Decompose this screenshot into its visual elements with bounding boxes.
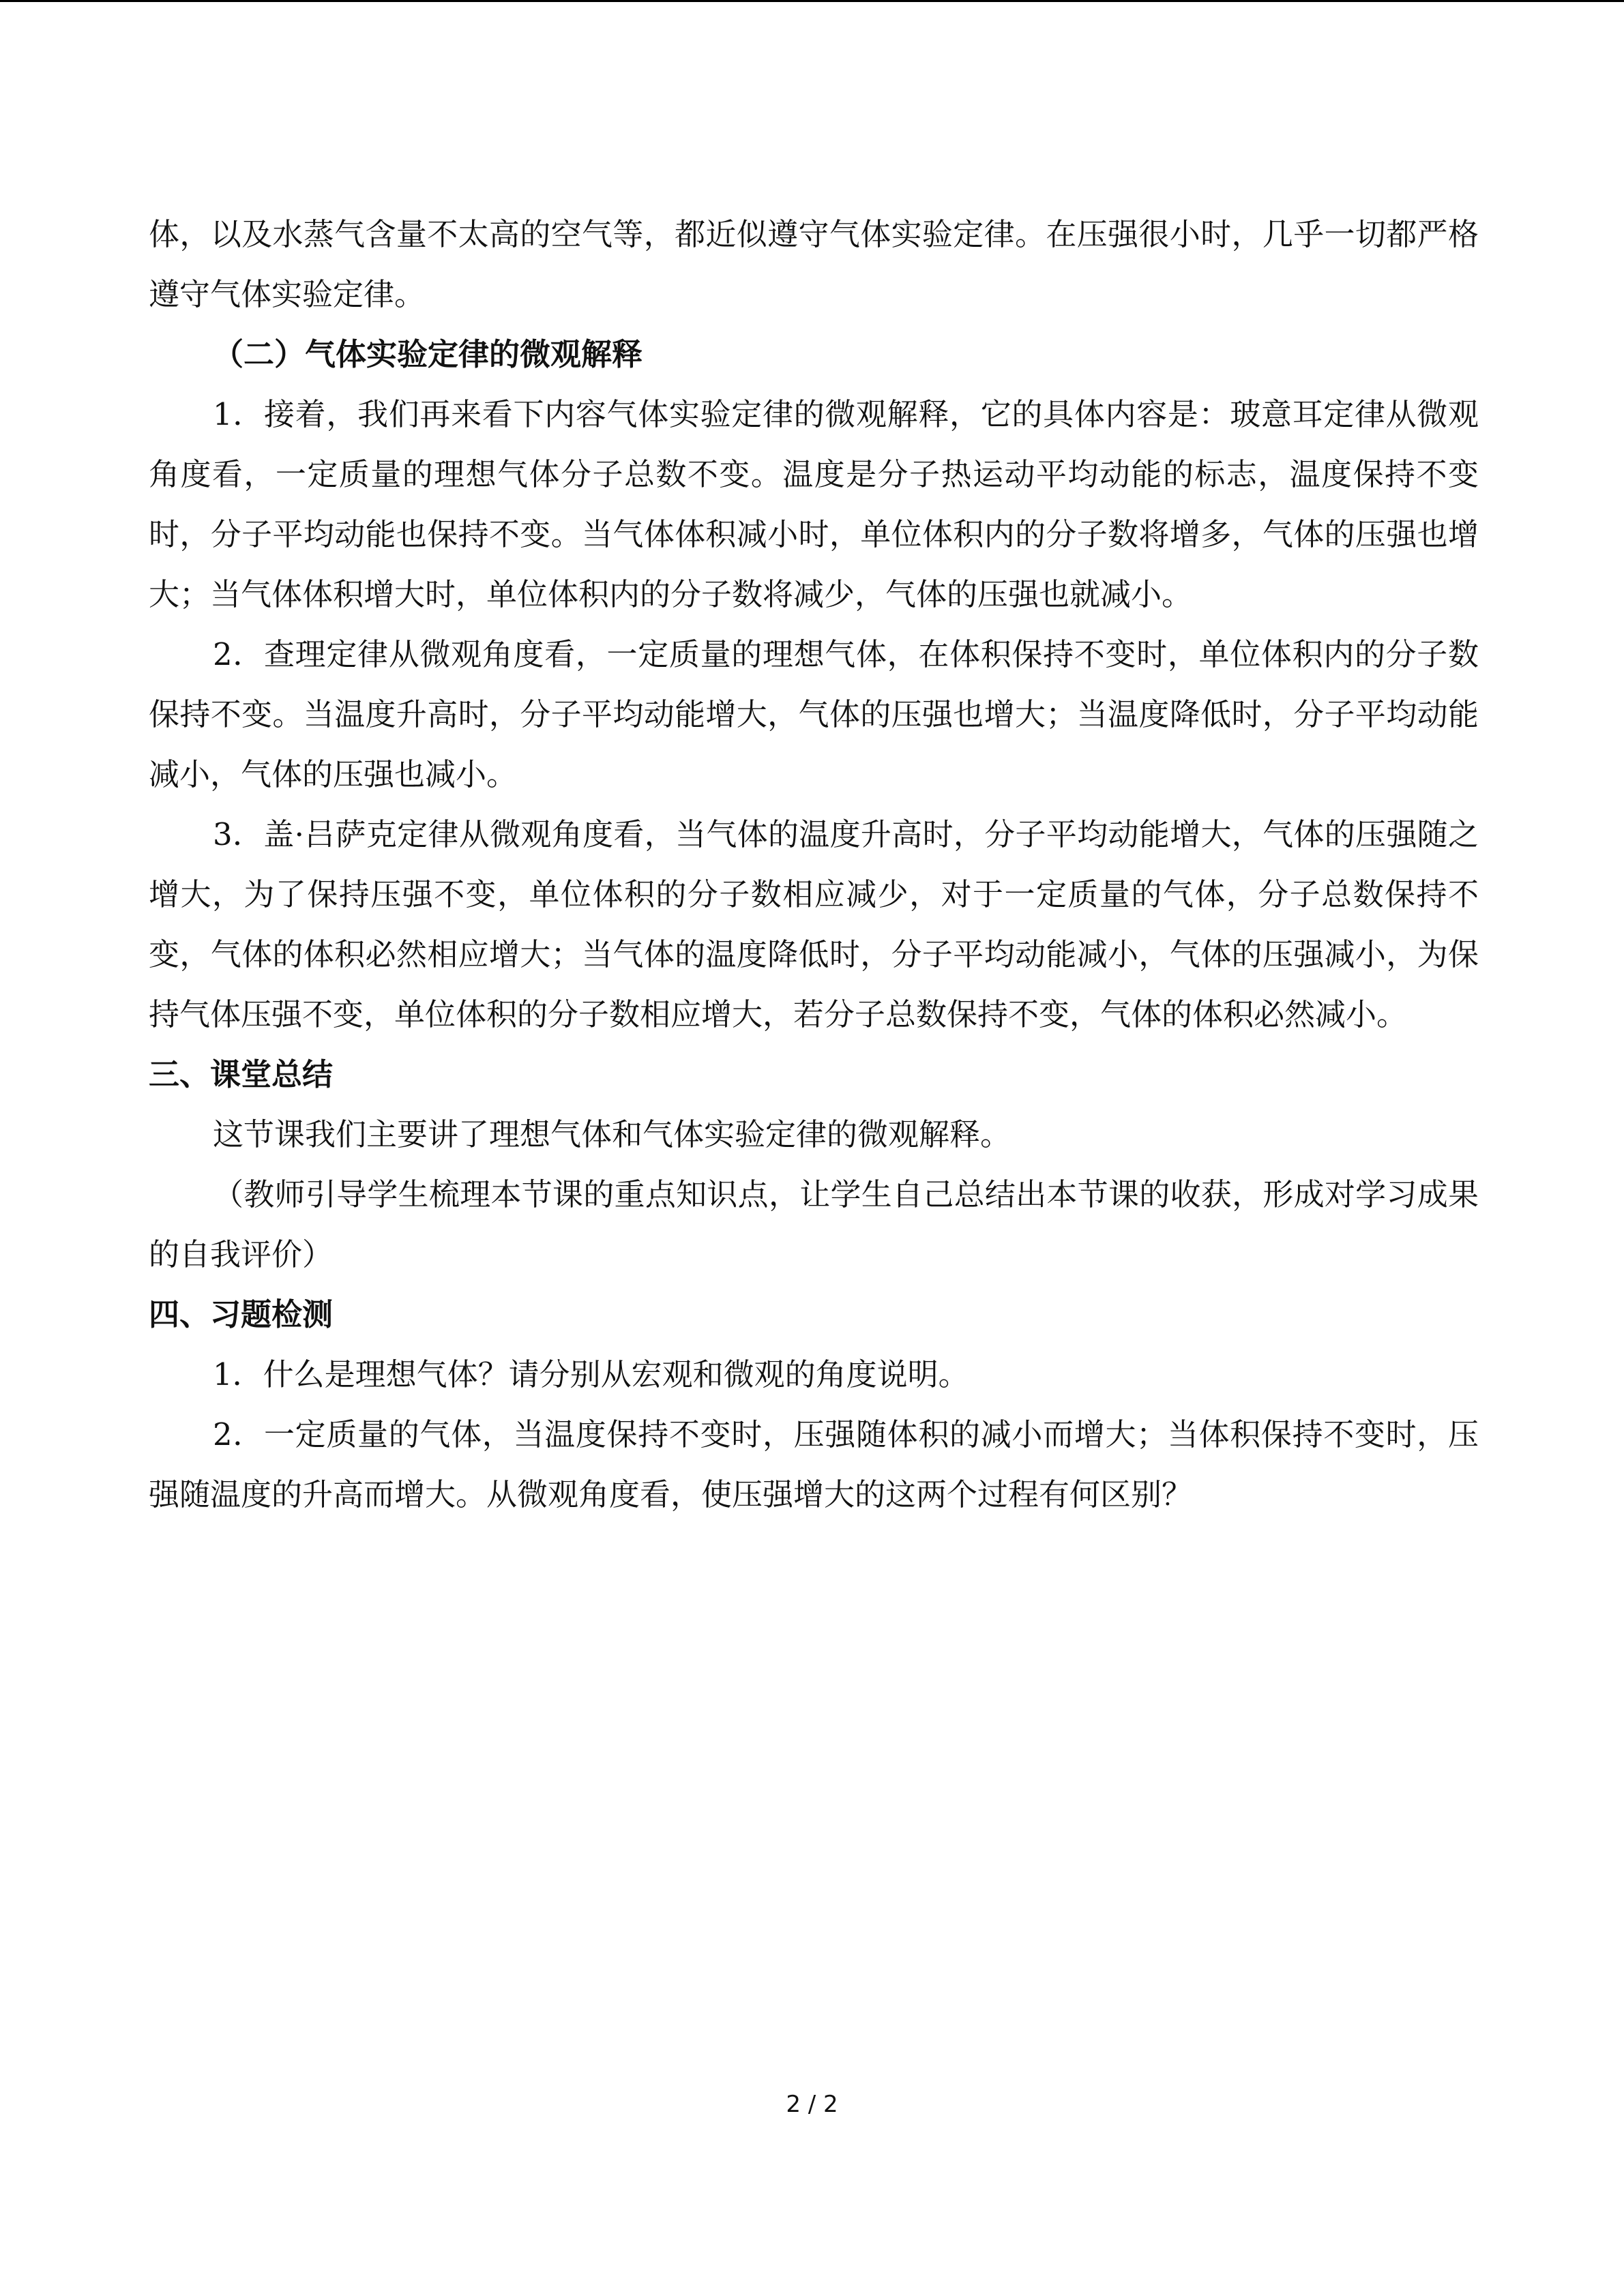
exercise-item: 2．一定质量的气体，当温度保持不变时，压强随体积的减小而增大；当体积保持不变时，压强随温度的升高而增大。从微观角度看，使压强增大的这两个过程有何区别？	[149, 1416, 1479, 1512]
gay-lussac-law-paragraph: 3．盖·吕萨克定律从微观角度看，当气体的温度升高时，分子平均动能增大，气体的压强随之增大，为了保持压强不变，单位体积的分子数相应减少，对于一定质量的气体，分子总数保持不变，气体的体积必然相应增大；当气体的温度降低时，分子平均动能减小，气体的压强减小，为保持气体压强不变，单位体积的分子数相应增大，若分子总数保持不变，气体的体积必然减小。	[149, 816, 1479, 1032]
summary-paragraph: 这节课我们主要讲了理想气体和气体实验定律的微观解释。	[213, 1116, 1012, 1152]
summary-teacher-note: （教师引导学生梳理本节课的重点知识点，让学生自己总结出本节课的收获，形成对学习成果的自我评价）	[149, 1176, 1479, 1272]
top-border-line	[0, 0, 1624, 2]
charles-law-paragraph: 2．查理定律从微观角度看，一定质量的理想气体，在体积保持不变时，单位体积内的分子数保持不变。当温度升高时，分子平均动能增大，气体的压强也增大；当温度降低时，分子平均动能减小，气体的压强也减小。	[149, 636, 1479, 792]
section-heading-exercises: 四、习题检测	[149, 1296, 334, 1332]
continuation-paragraph: 体，以及水蒸气含量不太高的空气等，都近似遵守气体实验定律。在压强很小时，几乎一切都严格遵守气体实验定律。	[149, 216, 1479, 312]
document-page	[149, 205, 1479, 1525]
section-heading-microscopic-explanation: （二）气体实验定律的微观解释	[213, 336, 643, 372]
page-number: 2 / 2	[786, 2091, 838, 2118]
boyle-law-paragraph: 1．接着，我们再来看下内容气体实验定律的微观解释，它的具体内容是：玻意耳定律从微观角度看，一定质量的理想气体分子总数不变。温度是分子热运动平均动能的标志，温度保持不变时，分子平均动能也保持不变。当气体体积减小时，单位体积内的分子数将增多，气体的压强也增大；当气体体积增大时，单位体积内的分子数将减少，气体的压强也就减小。	[149, 396, 1479, 612]
section-heading-class-summary: 三、课堂总结	[149, 1056, 334, 1092]
exercise-item: 1．什么是理想气体？请分别从宏观和微观的角度说明。	[213, 1356, 969, 1392]
